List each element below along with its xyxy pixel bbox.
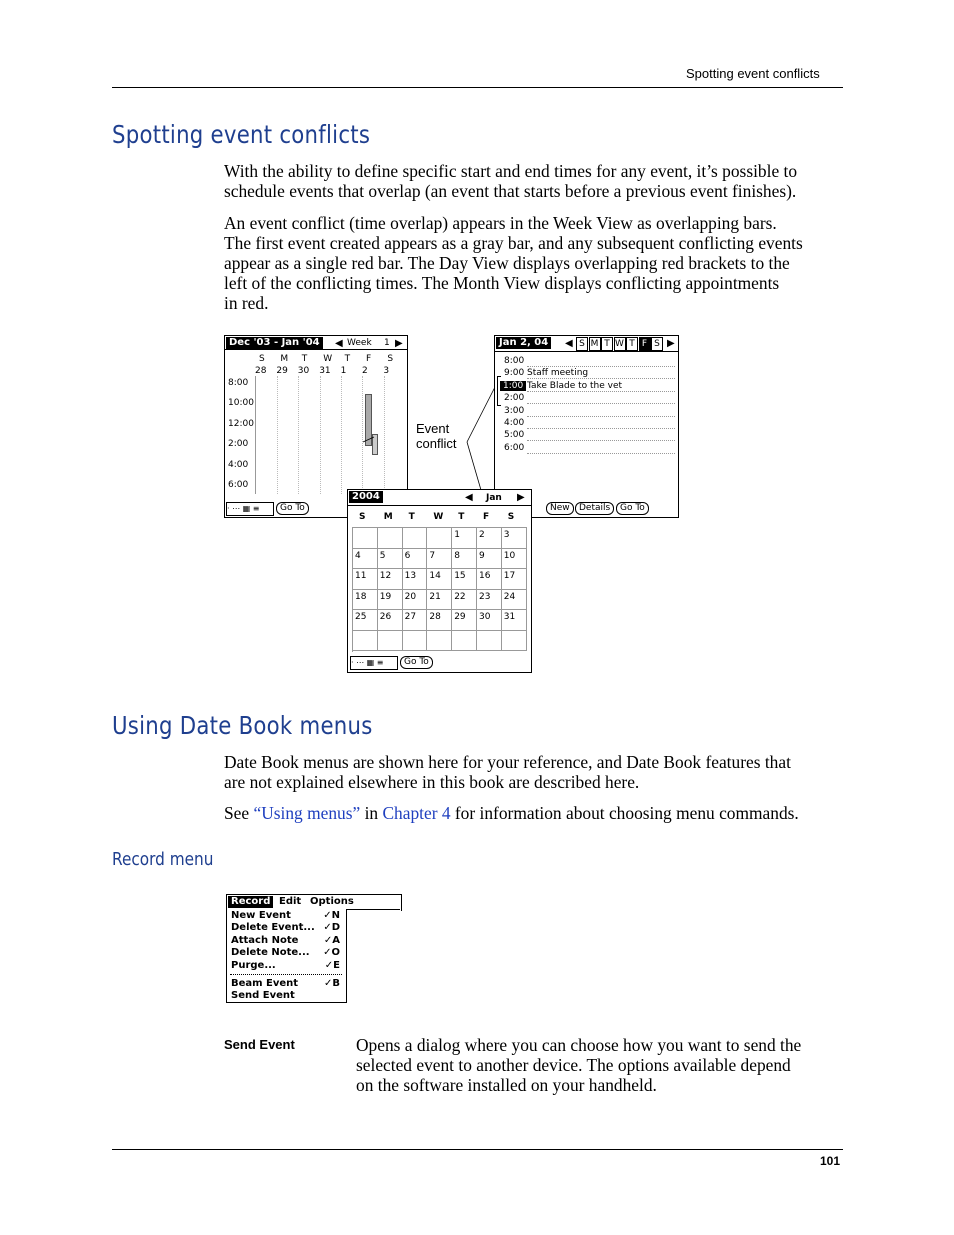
month-day-cell[interactable] xyxy=(502,549,527,570)
month-day-cell[interactable] xyxy=(452,631,477,652)
week-day-header: T xyxy=(344,354,351,364)
month-day-cell[interactable] xyxy=(378,610,403,631)
week-number: 1 xyxy=(384,338,390,348)
month-day-cell[interactable] xyxy=(403,631,428,652)
month-day-cell[interactable] xyxy=(427,549,452,570)
prev-month-icon[interactable]: ◀ xyxy=(465,492,473,503)
month-date-label: 20 xyxy=(404,591,417,602)
menu-item-delete-note[interactable]: Delete Note... xyxy=(231,947,310,958)
paragraph-intro xyxy=(224,161,797,201)
month-date-label: 15 xyxy=(454,571,466,581)
week-date: 29 xyxy=(276,366,288,376)
conflict-bracket xyxy=(497,376,501,406)
month-day-header: S xyxy=(359,512,366,522)
week-time-label: 8:00 xyxy=(228,378,249,388)
month-day-cell[interactable] xyxy=(502,610,527,631)
see-middle: in xyxy=(360,803,383,823)
text-line: left of the conflicting times. The Month View displays conflicting appointments xyxy=(224,273,780,293)
week-day-header: M xyxy=(280,354,289,364)
month-date-label: 7 xyxy=(429,550,436,561)
text-line: Date Book menus are shown here for your reference, and Date Book features that xyxy=(224,752,791,772)
month-day-cell[interactable] xyxy=(353,631,378,652)
grid-line xyxy=(298,376,299,494)
week-date: 3 xyxy=(383,366,390,376)
next-month-icon[interactable]: ▶ xyxy=(517,492,525,503)
month-date-label: 9 xyxy=(479,550,485,561)
day-time-label: 8:00 xyxy=(504,356,525,366)
day-row-line xyxy=(527,440,675,441)
month-date-label: 1 xyxy=(454,530,460,540)
month-date-label: 26 xyxy=(379,612,392,622)
month-date-label: 30 xyxy=(479,612,491,622)
week-time-label: 4:00 xyxy=(228,459,249,470)
month-date-label: 28 xyxy=(429,612,441,622)
section-heading-spotting: Spotting event conflicts xyxy=(112,120,371,149)
menu-record[interactable]: Record xyxy=(228,896,273,908)
month-day-cell[interactable] xyxy=(477,631,502,652)
month-date-label: 27 xyxy=(404,612,417,622)
paragraph-conflict xyxy=(224,213,803,313)
month-day-cell[interactable] xyxy=(403,610,428,631)
week-date: 1 xyxy=(340,366,347,376)
callout-line-day xyxy=(467,385,496,442)
month-date-label: 23 xyxy=(479,591,491,602)
grid-line xyxy=(341,376,342,494)
title-underline xyxy=(495,351,678,352)
text-line: The first event created appears as a gray bar, and any subsequent conflicting events xyxy=(224,233,803,253)
week-day-header: T xyxy=(301,354,308,364)
paragraph-see xyxy=(224,803,799,823)
month-day-header: W xyxy=(433,512,444,522)
week-label: Week xyxy=(347,338,372,348)
month-date-label: 3 xyxy=(503,530,510,540)
day-row-line xyxy=(527,416,675,417)
week-time-label: 10:00 xyxy=(228,398,254,409)
day-time-label: 3:00 xyxy=(504,405,525,416)
month-date-label: 22 xyxy=(454,591,466,602)
month-date-label: 16 xyxy=(479,571,491,581)
menu-item-purge[interactable]: Purge... xyxy=(231,960,276,971)
prev-week-icon[interactable]: ◀ xyxy=(335,338,343,349)
month-day-cell[interactable] xyxy=(353,610,378,631)
menu-item-delete-event[interactable]: Delete Event... xyxy=(231,922,315,933)
see-prefix: See xyxy=(224,803,254,823)
day-event-text[interactable]: Staff meeting xyxy=(527,368,589,379)
day-tab[interactable]: W xyxy=(615,339,624,349)
month-day-header: S xyxy=(507,512,515,522)
grid-line xyxy=(277,376,278,494)
callout-line: Event xyxy=(416,421,450,436)
day-tab[interactable]: S xyxy=(576,337,588,351)
month-date-label: 24 xyxy=(503,591,516,602)
week-day-header: S xyxy=(387,354,394,364)
callout-line: conflict xyxy=(416,436,457,451)
day-time-label: 4:00 xyxy=(504,418,525,428)
section-heading-menus: Using Date Book menus xyxy=(112,711,373,740)
month-day-cell[interactable] xyxy=(403,528,428,549)
details-button[interactable]: Details xyxy=(575,502,614,515)
month-day-cell[interactable] xyxy=(452,528,477,549)
menu-item-attach-note[interactable]: Attach Note xyxy=(231,935,299,946)
prev-day-icon[interactable]: ◀ xyxy=(565,338,573,349)
month-day-cell[interactable] xyxy=(378,528,403,549)
month-day-cell[interactable] xyxy=(502,631,527,652)
shortcut: ✓E xyxy=(324,960,340,971)
month-date-label: 6 xyxy=(404,550,411,561)
view-selector[interactable]: · ⋯ ▦ ≡ xyxy=(350,656,398,670)
day-row-line xyxy=(527,366,675,367)
shortcut: ✓N xyxy=(323,910,340,921)
month-day-cell[interactable] xyxy=(477,549,502,570)
day-tab[interactable]: S xyxy=(651,337,663,351)
month-date-label: 10 xyxy=(503,550,516,561)
month-date-label: 2 xyxy=(479,530,485,540)
month-date-label: 31 xyxy=(503,612,516,622)
month-day-cell[interactable] xyxy=(353,528,378,549)
week-view-title: Dec '03 - Jan '04 xyxy=(226,337,323,349)
month-date-label: 29 xyxy=(454,612,466,622)
day-event-text[interactable]: Take Blade to the vet xyxy=(527,380,623,391)
week-time-label: 12:00 xyxy=(228,418,254,429)
month-day-cell[interactable] xyxy=(378,569,403,590)
month-day-cell[interactable] xyxy=(427,631,452,652)
month-day-header: F xyxy=(483,512,490,522)
month-view-screen xyxy=(347,489,532,673)
month-date-label: 14 xyxy=(429,571,441,581)
month-day-header: M xyxy=(383,512,393,522)
month-day-cell[interactable] xyxy=(477,610,502,631)
day-time-label: 6:00 xyxy=(504,442,525,453)
menu-edit[interactable]: Edit xyxy=(279,896,302,907)
grid-line xyxy=(320,376,321,494)
week-time-label: 6:00 xyxy=(228,480,249,490)
definition-term: Send Event xyxy=(224,1037,295,1052)
month-date-label: 19 xyxy=(379,591,392,602)
month-day-cell[interactable] xyxy=(452,590,477,611)
new-button[interactable]: New xyxy=(546,502,574,515)
month-day-cell[interactable] xyxy=(427,590,452,611)
week-day-header: S xyxy=(259,354,265,364)
month-day-cell[interactable] xyxy=(502,590,527,611)
header-rule xyxy=(112,87,843,88)
week-day-header: W xyxy=(323,354,333,364)
month-day-cell[interactable] xyxy=(378,631,403,652)
week-day-header: F xyxy=(366,354,372,364)
month-day-cell[interactable] xyxy=(427,528,452,549)
week-date: 28 xyxy=(255,366,267,376)
month-day-cell[interactable] xyxy=(502,528,527,549)
shortcut: ✓A xyxy=(323,935,340,946)
month-label: Jan xyxy=(486,493,502,503)
see-suffix: for information about choosing menu commands. xyxy=(450,803,799,823)
link-chapter-4[interactable]: Chapter 4 xyxy=(382,803,451,823)
text-line: on the software installed on your handheld. xyxy=(356,1075,657,1095)
month-day-cell[interactable] xyxy=(427,610,452,631)
day-tab[interactable]: F xyxy=(639,337,651,351)
text-line: With the ability to define specific start and end times for any event, it’s possible to xyxy=(224,161,798,181)
day-time-label: 1:00 xyxy=(500,381,526,391)
text-line: Opens a dialog where you can choose how you want to send the xyxy=(356,1035,802,1055)
day-time-label: 5:00 xyxy=(504,430,525,441)
month-date-label: 21 xyxy=(429,591,441,602)
running-header: Spotting event conflicts xyxy=(686,66,820,81)
month-day-cell[interactable] xyxy=(427,569,452,590)
month-day-cell[interactable] xyxy=(353,569,378,590)
goto-button[interactable]: Go To xyxy=(616,502,649,515)
page-number: 101 xyxy=(820,1154,841,1168)
subheading-record-menu: Record menu xyxy=(112,849,214,870)
link-using-menus[interactable]: “Using menus” xyxy=(253,803,361,823)
goto-button[interactable]: Go To xyxy=(400,656,433,669)
text-line: schedule events that overlap (an event that starts before a previous event finishes). xyxy=(224,181,797,201)
month-day-cell[interactable] xyxy=(452,569,477,590)
month-view-year: 2004 xyxy=(349,491,383,503)
definition-description xyxy=(356,1035,801,1095)
month-day-cell[interactable] xyxy=(353,549,378,570)
month-day-cell[interactable] xyxy=(353,590,378,611)
week-time-label: 2:00 xyxy=(228,439,249,450)
month-day-cell[interactable] xyxy=(477,590,502,611)
next-day-icon[interactable]: ▶ xyxy=(667,338,675,349)
month-day-cell[interactable] xyxy=(378,549,403,570)
month-date-label: 17 xyxy=(503,571,516,581)
month-date-label: 25 xyxy=(355,612,367,622)
day-row-line xyxy=(527,453,675,454)
month-date-label: 4 xyxy=(355,550,361,561)
month-date-label: 12 xyxy=(379,571,392,581)
day-tab[interactable]: T xyxy=(601,337,613,351)
record-menu-dropdown xyxy=(226,909,347,1003)
day-row-line xyxy=(527,378,675,379)
day-row-line xyxy=(527,428,675,429)
month-day-cell[interactable] xyxy=(502,569,527,590)
month-day-header: T xyxy=(408,512,415,522)
shortcut: ✓D xyxy=(323,922,340,933)
text-line: selected event to another device. The options available depend xyxy=(356,1055,791,1075)
shortcut: ✓O xyxy=(323,947,340,958)
month-day-cell[interactable] xyxy=(403,590,428,611)
day-row-line xyxy=(527,391,675,392)
menu-item-new-event[interactable]: New Event xyxy=(231,910,291,921)
day-time-label: 2:00 xyxy=(504,393,525,404)
next-week-icon[interactable]: ▶ xyxy=(395,338,403,349)
month-day-header: T xyxy=(458,512,465,522)
menu-options[interactable]: Options xyxy=(310,896,354,907)
day-tab[interactable]: T xyxy=(626,337,638,351)
view-selector[interactable]: · ⋯ ▦ ≡ xyxy=(226,502,274,516)
month-day-cell[interactable] xyxy=(378,590,403,611)
paragraph-menus xyxy=(224,752,791,792)
month-grid xyxy=(352,527,527,652)
menu-separator xyxy=(230,974,342,975)
title-underline xyxy=(348,505,531,506)
month-day-cell[interactable] xyxy=(403,569,428,590)
month-day-cell[interactable] xyxy=(477,569,502,590)
month-day-cell[interactable] xyxy=(477,528,502,549)
text-line: appear as a single red bar. The Day View displays overlapping red brackets to the xyxy=(224,253,790,273)
shortcut: ✓B xyxy=(323,978,340,989)
month-day-cell[interactable] xyxy=(452,610,477,631)
goto-button[interactable]: Go To xyxy=(276,502,309,515)
month-date-label: 18 xyxy=(355,591,367,602)
day-time-label: 9:00 xyxy=(504,368,525,379)
month-date-label: 5 xyxy=(379,550,386,561)
month-day-cell[interactable] xyxy=(452,549,477,570)
text-line: in red. xyxy=(224,293,269,313)
day-view-title: Jan 2, 04 xyxy=(496,337,551,349)
text-line: are not explained elsewhere in this book are described here. xyxy=(224,772,640,792)
callout-line-week xyxy=(363,437,374,442)
month-date-label: 13 xyxy=(404,571,417,581)
month-date-label: 11 xyxy=(355,571,367,581)
text-line: An event conflict (time overlap) appears in the Week View as overlapping bars. xyxy=(224,213,777,233)
month-date-label: 8 xyxy=(454,550,460,561)
menu-item-beam-event[interactable]: Beam Event xyxy=(231,978,299,989)
footer-rule xyxy=(112,1149,843,1150)
menu-item-send-event[interactable]: Send Event xyxy=(231,990,295,1001)
title-underline xyxy=(225,349,407,350)
week-date: 30 xyxy=(297,366,310,376)
week-date: 2 xyxy=(362,366,368,376)
day-row-line xyxy=(527,403,675,404)
month-day-cell[interactable] xyxy=(403,549,428,570)
week-date: 31 xyxy=(319,366,331,376)
day-tab[interactable]: M xyxy=(589,337,601,351)
